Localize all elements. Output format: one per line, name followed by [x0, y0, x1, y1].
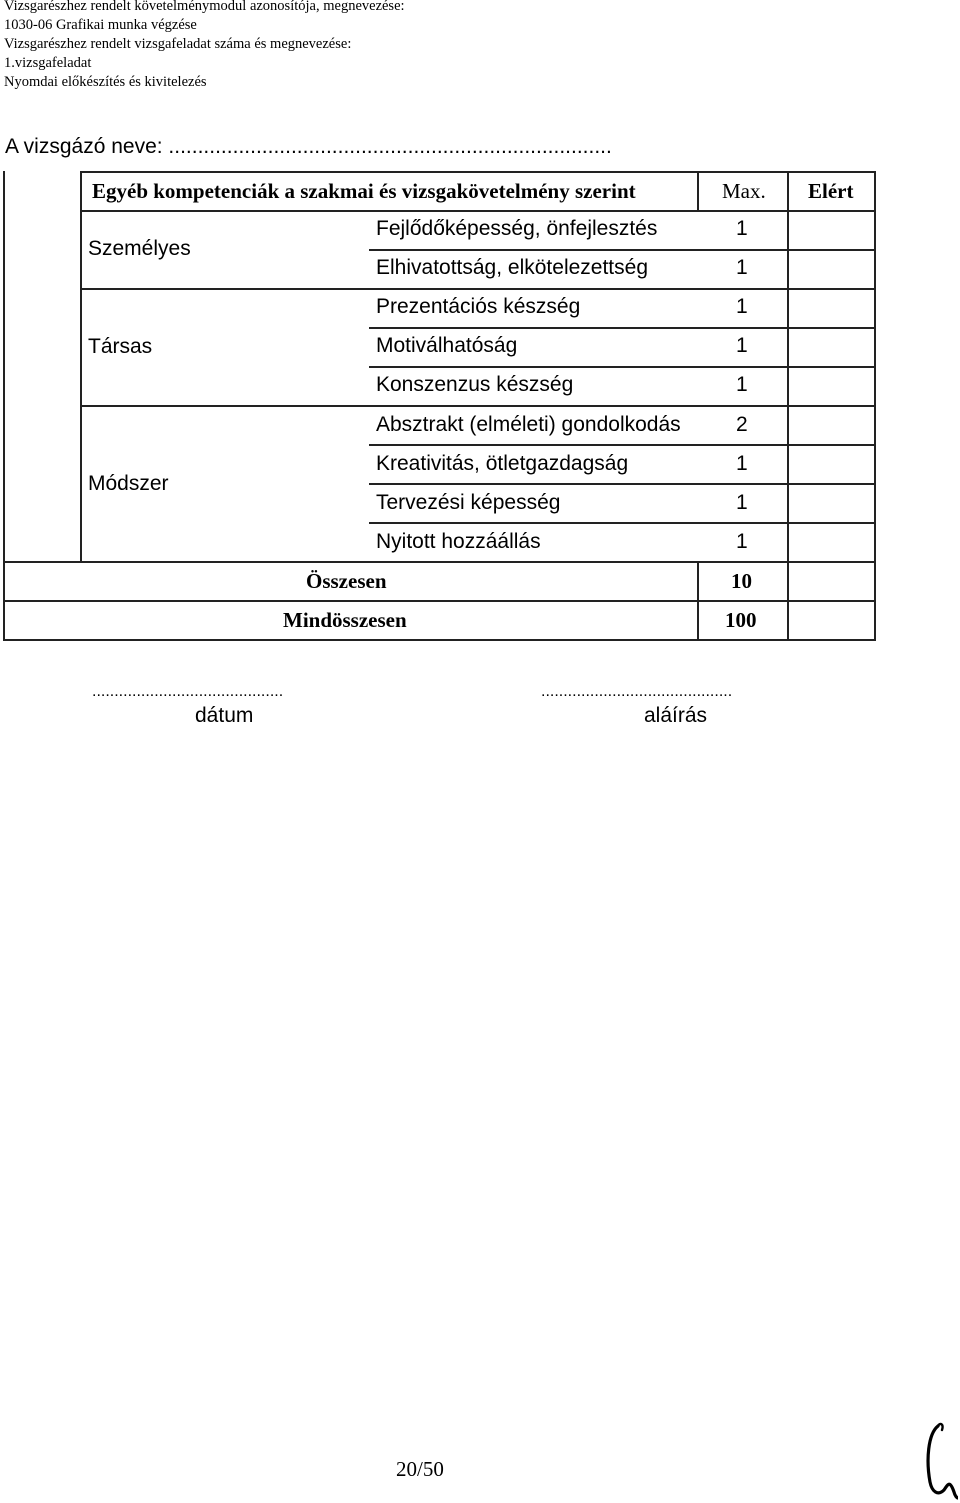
competency-label: Motiválhatóság: [376, 334, 518, 357]
competency-label: Kreativitás, ötletgazdagság: [376, 452, 629, 475]
competency-label: Absztrakt (elméleti) gondolkodás: [376, 413, 681, 436]
competency-label: Konszenzus készség: [376, 373, 574, 396]
competency-label: Elhivatottság, elkötelezettség: [376, 256, 648, 279]
competency-max: 1: [736, 295, 748, 318]
total-label: Összesen: [306, 569, 387, 593]
total-value: 10: [731, 569, 752, 593]
competency-max: 1: [736, 491, 748, 514]
signature-line: ...........................................: [541, 683, 733, 700]
page-number: 20/50: [396, 1457, 444, 1481]
table-header-title: Egyéb kompetenciák a szakmai és vizsgakövetelmény szerint: [92, 179, 636, 203]
group-name-method: Módszer: [88, 472, 169, 495]
logo-mark-icon: [922, 1420, 958, 1500]
competency-label: Prezentációs készség: [376, 295, 581, 318]
task-number: 1.vizsgafeladat: [4, 55, 92, 71]
candidate-name-field: A vizsgázó neve: ............................................................................: [5, 135, 612, 158]
competency-max: 1: [736, 256, 748, 279]
competency-max: 1: [736, 334, 748, 357]
module-id-label: Vizsgarészhez rendelt követelménymodul azonosítója, megnevezése:: [4, 0, 405, 14]
group-name-personal: Személyes: [88, 237, 191, 260]
task-name: Nyomdai előkészítés és kivitelezés: [4, 74, 207, 90]
competency-max: 1: [736, 373, 748, 396]
date-label: dátum: [195, 704, 254, 727]
date-line: ...........................................: [92, 683, 284, 700]
table-header-max: Max.: [722, 179, 766, 203]
table-header-achieved: Elért: [808, 179, 854, 203]
competency-label: Tervezési képesség: [376, 491, 561, 514]
competency-max: 2: [736, 413, 748, 436]
group-name-social: Társas: [88, 335, 153, 358]
competency-label: Fejlődőképesség, önfejlesztés: [376, 217, 658, 240]
competency-max: 1: [736, 530, 748, 553]
signature-label: aláírás: [644, 704, 708, 727]
competency-label: Nyitott hozzáállás: [376, 530, 541, 553]
grand-total-label: Mindösszesen: [283, 608, 407, 632]
task-id-label: Vizsgarészhez rendelt vizsgafeladat száma és megnevezése:: [4, 36, 352, 52]
grand-total-value: 100: [725, 608, 757, 632]
competency-max: 1: [736, 217, 748, 240]
module-name: 1030-06 Grafikai munka végzése: [4, 17, 197, 33]
competency-max: 1: [736, 452, 748, 475]
